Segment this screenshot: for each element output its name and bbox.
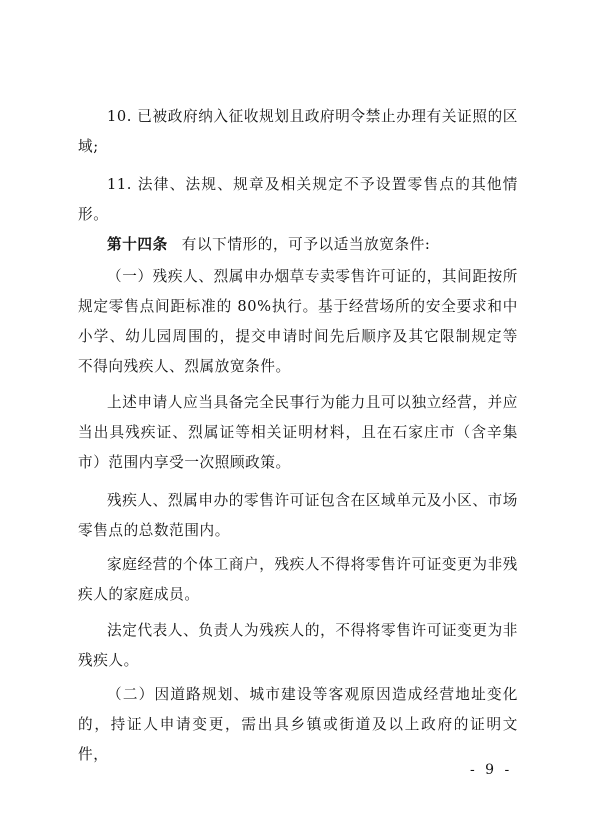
paragraph-item-10: 10. 已被政府纳入征收规划且政府明令禁止办理有关证照的区域; bbox=[78, 108, 518, 155]
page-number: - 9 - bbox=[470, 762, 513, 778]
paragraph-item-11: 11. 法律、法规、规章及相关规定不予设置零售点的其他情形。 bbox=[78, 176, 518, 223]
paragraph-article-14 bbox=[78, 230, 518, 260]
article-intro: 有以下情形的，可予以适当放宽条件: bbox=[181, 236, 431, 253]
paragraph-applicant-requirements: 上述申请人应当具备完全民事行为能力且可以独立经营，并应当出具残疾证、烈属证等相关证明材料，且在石家庄市（含辛集市）范围内享受一次照顾政策。 bbox=[78, 394, 518, 471]
paragraph-clause-2: （二）因道路规划、城市建设等客观原因造成经营地址变化的，持证人申请变更，需出具乡镇或街道及以上政府的证明文件， bbox=[78, 686, 518, 763]
paragraph-license-count: 残疾人、烈属申办的零售许可证包含在区域单元及小区、市场零售点的总数范围内。 bbox=[78, 492, 518, 539]
paragraph-legal-representative: 法定代表人、负责人为残疾人的，不得将零售许可证变更为非残疾人。 bbox=[78, 622, 518, 669]
paragraph-clause-1: （一）残疾人、烈属申办烟草专卖零售许可证的，其间距按所规定零售点间距标准的 80%执行。基于经营场所的安全要求和中小学、幼儿园周围的，提交申请时间先后顺序及其它限制规定等不得向残疾人、烈属放宽条件。 bbox=[78, 268, 518, 375]
paragraph-household-business: 家庭经营的个体工商户，残疾人不得将零售许可证变更为非残疾人的家庭成员。 bbox=[78, 556, 518, 603]
article-heading: 第十四条 bbox=[107, 236, 168, 253]
